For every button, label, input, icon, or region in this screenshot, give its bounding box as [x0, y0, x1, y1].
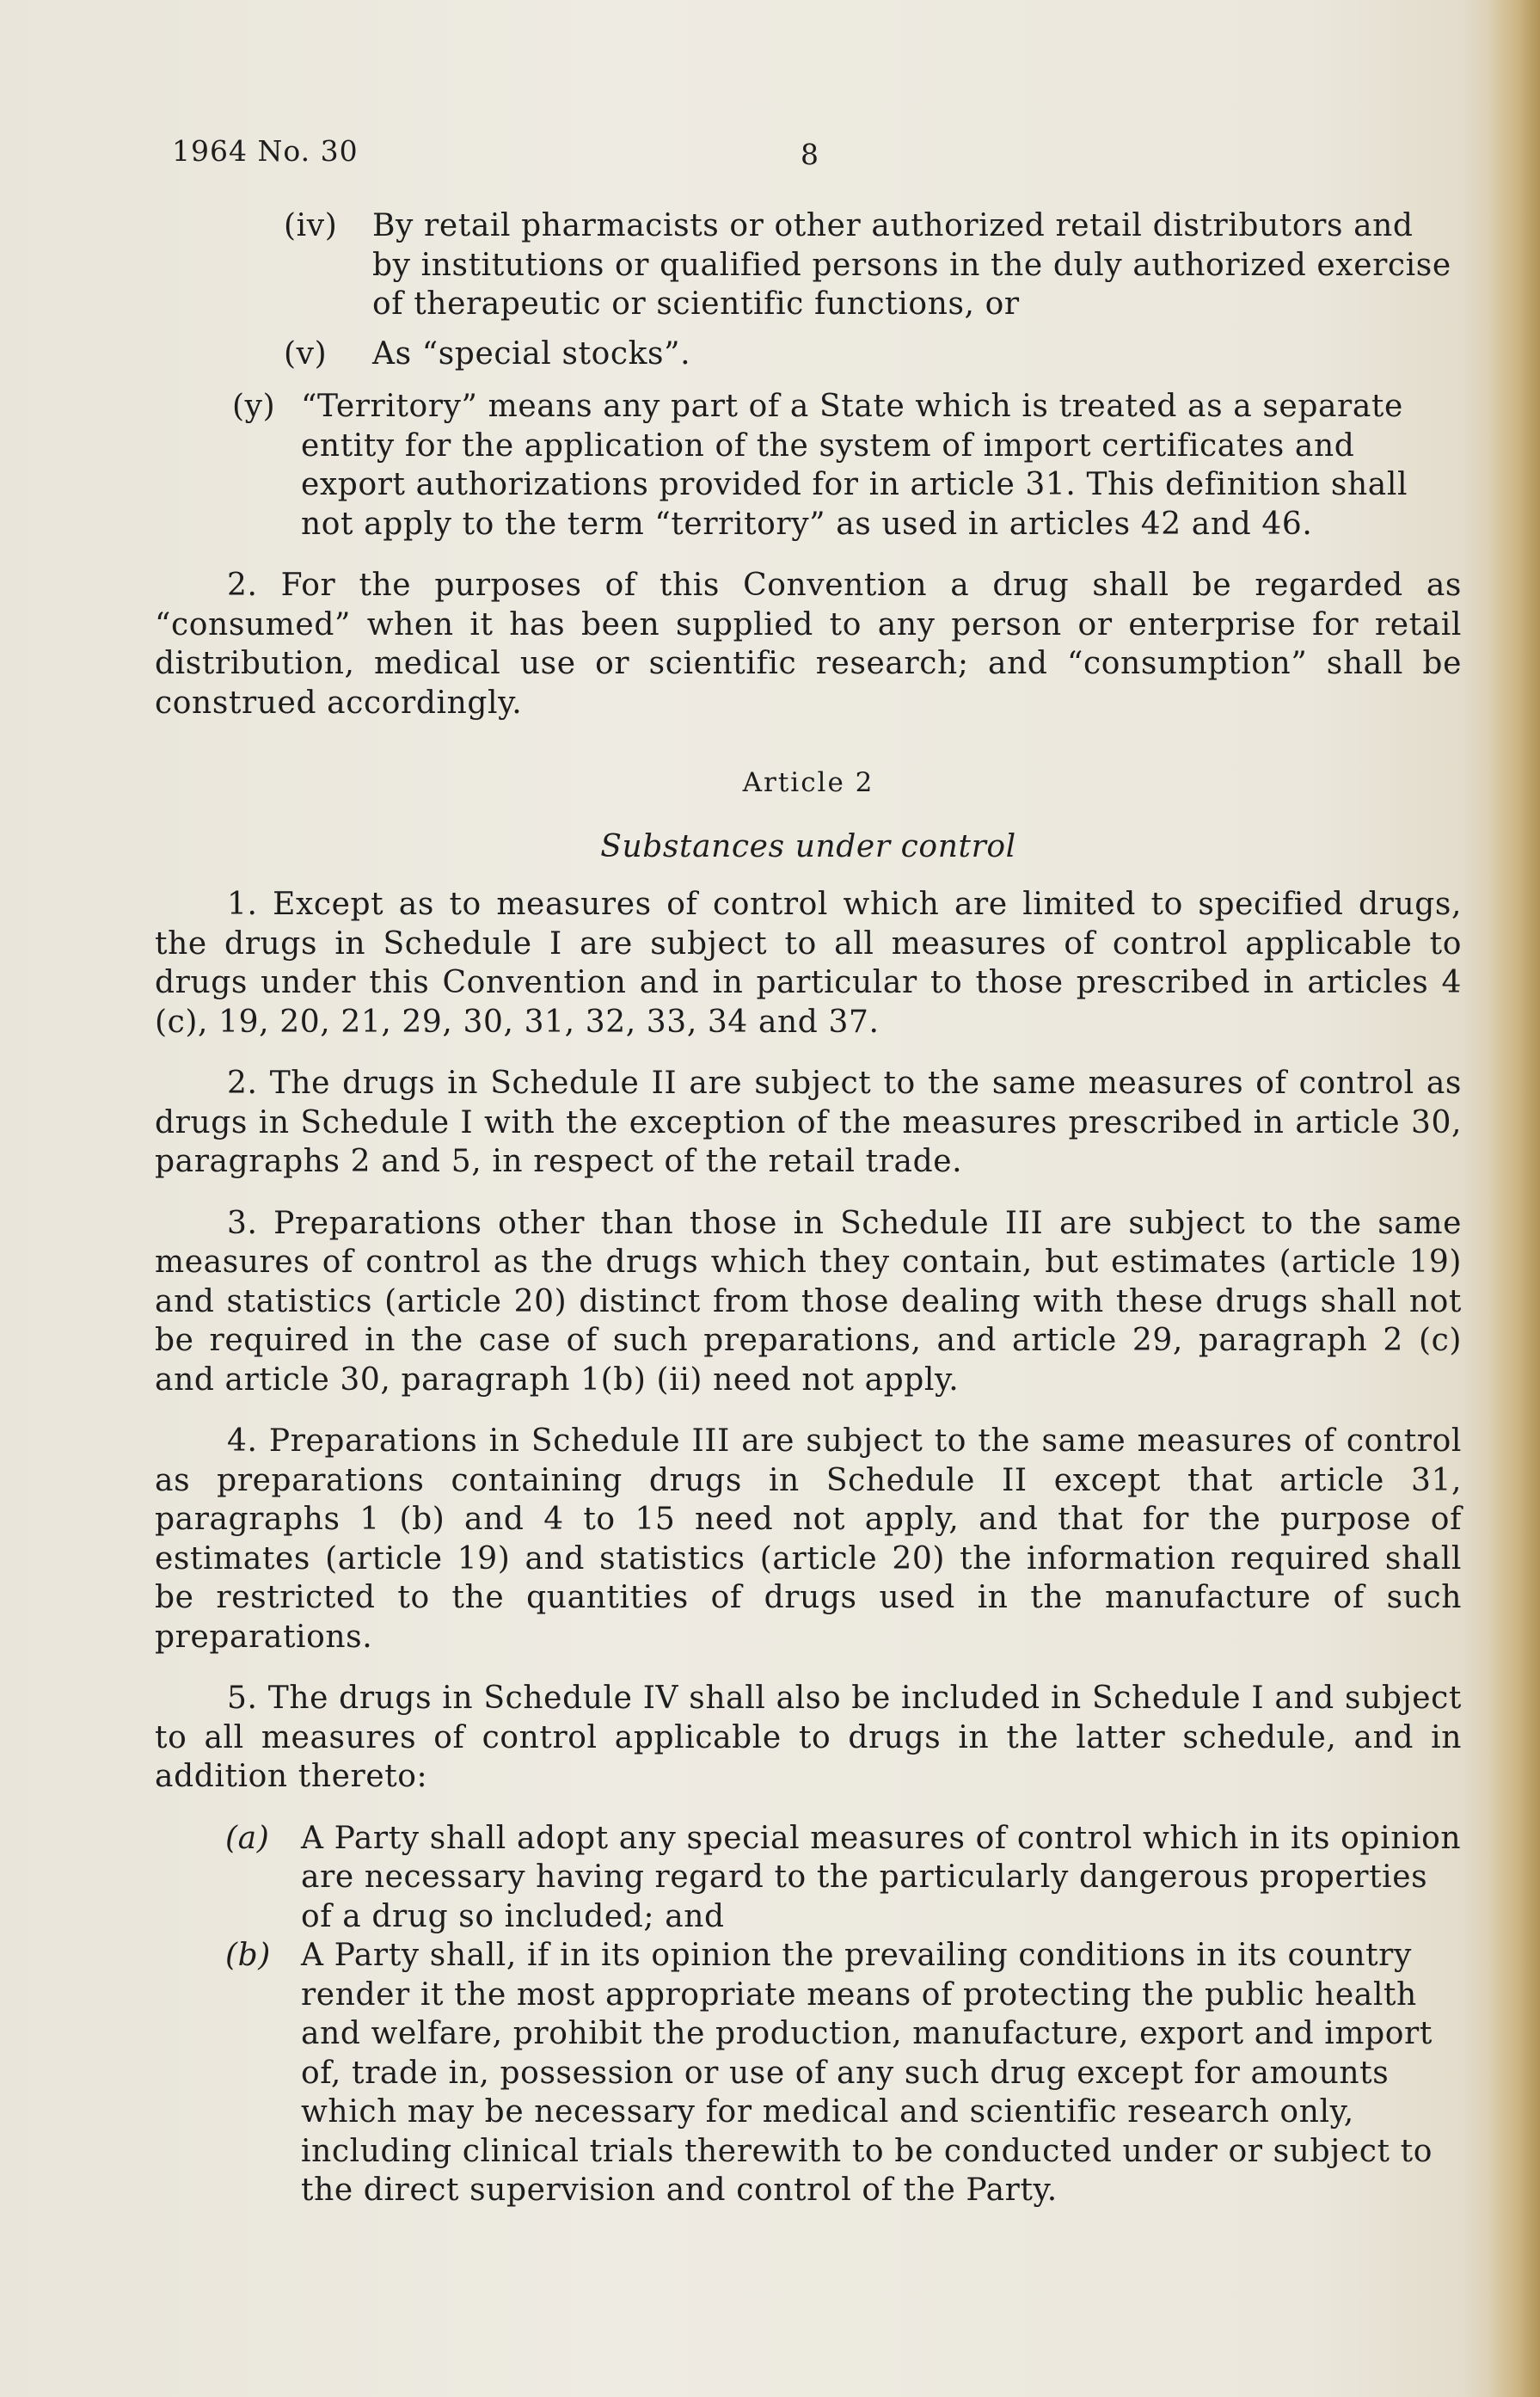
item-text: By retail pharmacists or other authorized retail distributors and by institutions or qualified persons in the duly authorized exercise of therapeutic or scientific functions, or — [372, 208, 1451, 322]
item-text: A Party shall adopt any special measures of control which in its opinion are necessary having regard to the particularly dangerous properties of a drug so included; and — [301, 1820, 1462, 1934]
article-paragraph-5: 5. The drugs in Schedule IV shall also be included in Schedule I and subject to all measures of control applicable to drugs in the latter schedule, and in addition thereto: — [155, 1681, 1462, 1794]
document-reference: 1964 No. 30 — [172, 134, 359, 168]
article-subheading: Substances under control — [600, 828, 1016, 864]
article-heading: Article 2 — [742, 767, 874, 798]
document-body — [155, 206, 1462, 2210]
item-marker: (v) — [284, 335, 328, 372]
item-text: As “special stocks”. — [372, 335, 691, 372]
paragraph-2: 2. For the purposes of this Convention a drug shall be regarded as “consumed” when it has been supplied to any person or enterprise for retail distribution, medical use or scientific research; and “consumption” shall be construed accordingly. — [155, 568, 1462, 721]
item-text: “Territory” means any part of a State which is treated as a separate entity for the application of the system of import certificates and export authorizations provided for in article 31. This definition shall not apply to the term “territory” as used in articles 42 and 46. — [301, 389, 1408, 542]
article-paragraph-1: 1. Except as to measures of control which are limited to specified drugs, the drugs in Schedule I are subject to all measures of control applicable to drugs under this Convention and in particular to those prescribed in articles 4 (c), 19, 20, 21, 29, 30, 31, 32, 33, 34 and 37. — [155, 887, 1462, 1040]
list-item-v — [155, 335, 1462, 374]
page-edge — [1488, 0, 1540, 2397]
item-marker: (iv) — [284, 208, 338, 243]
item-marker: (y) — [232, 389, 276, 424]
list-item-iv — [155, 206, 1462, 324]
item-marker: (a) — [225, 1820, 270, 1856]
page-header — [172, 129, 1462, 181]
lettered-item-a — [155, 1819, 1462, 1937]
article-paragraph-4: 4. Preparations in Schedule III are subject to the same measures of control as preparations containing drugs in Schedule II except that article 31, paragraphs 1 (b) and 4 to 15 need not apply, and that for the purpose of estimates (article 19) and statistics (article 20) the information required shall be restricted to the quantities of drugs used in the manufacture of such preparations. — [155, 1423, 1462, 1655]
page-number: 8 — [801, 138, 819, 171]
lettered-item-b — [155, 1936, 1462, 2210]
item-text: A Party shall, if in its opinion the prevailing conditions in its country render it the most appropriate means of protecting the public health and welfare, prohibit the production, manufacture, export and import of, trade in, possession or use of any such drug except for amounts which may be necessary for medical and scientific research only, including clinical trials therewith to be conducted under or subject to the direct supervision and control of the Party. — [301, 1938, 1433, 2208]
definition-territory — [155, 387, 1462, 544]
article-paragraph-2: 2. The drugs in Schedule II are subject to the same measures of control as drugs in Schedule I with the exception of the measures prescribed in article 30, paragraphs 2 and 5, in respect of the retail trade. — [155, 1066, 1462, 1179]
article-paragraph-3: 3. Preparations other than those in Schedule III are subject to the same measures of control as the drugs which they contain, but estimates (article 19) and statistics (article 20) distinct from those dealing with these drugs shall not be required in the case of such preparations, and article 29, paragraph 2 (c) and article 30, paragraph 1(b) (ii) need not apply. — [155, 1205, 1462, 1398]
item-marker: (b) — [225, 1938, 271, 1973]
